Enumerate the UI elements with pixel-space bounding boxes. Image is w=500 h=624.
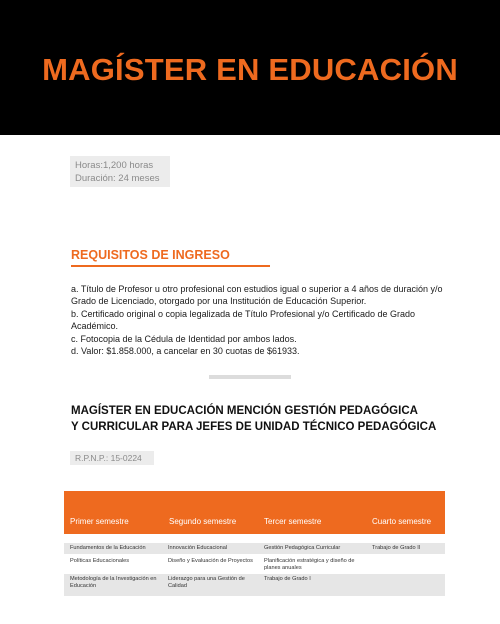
requirements-title: REQUISITOS DE INGRESO	[71, 248, 230, 262]
requirement-item: b. Certificado original o copia legalizada de Título Profesional y/o Certificado de Grado Académico.	[71, 308, 416, 332]
table-row	[64, 556, 445, 573]
table-cell: Políticas Educacionales	[70, 558, 130, 564]
header-semester-1: Primer semestre	[70, 517, 129, 526]
header-semester-4: Cuarto semestre	[372, 517, 432, 526]
header-semester-3: Tercer semestre	[264, 517, 322, 526]
requirement-item: d. Valor: $1.858.000, a cancelar en 30 cuotas de $61933.	[71, 346, 300, 357]
section-divider	[209, 375, 291, 379]
table-cell: Fundamentos de la Educación	[70, 545, 146, 551]
requirements-list	[71, 283, 451, 357]
requirement-item: a. Título de Profesor u otro profesional con estudios igual o superior a 4 años de duración y/o Grado de Licenciado, otorgado por una Institución de Educación Superior.	[71, 284, 443, 307]
requirement-item: c. Fotocopia de la Cédula de Identidad por ambos lados.	[71, 333, 297, 344]
header-semester-2: Segundo semestre	[169, 517, 237, 526]
page-title: MAGÍSTER EN EDUCACIÓN	[42, 52, 458, 87]
rpnp-badge: R.P.N.P.: 15-0224	[70, 451, 154, 465]
table-cell: Trabajo de Grado II	[372, 545, 421, 551]
table-cell: Diseño y Evaluación de Proyectos	[168, 558, 253, 564]
table-row	[64, 574, 445, 596]
hours-text: Horas:1,200 horas	[75, 160, 154, 171]
program-title-line2: Y CURRICULAR PARA JEFES DE UNIDAD TÉCNICO PEDAGÓGICA	[71, 421, 437, 433]
table-cell: Gestión Pedagógica Curricular	[264, 545, 341, 551]
table-cell: Innovación Educacional	[168, 545, 228, 551]
program-title-line1: MAGÍSTER EN EDUCACIÓN MENCIÓN GESTIÓN PEDAGÓGICA	[71, 405, 418, 417]
program-info-box	[70, 156, 170, 187]
duration-text: Duración: 24 meses	[75, 173, 160, 184]
table-cell: Liderazgo para una Gestión de Calidad	[168, 576, 245, 589]
program-title	[71, 403, 451, 435]
table-cell: Metodología de la Investigación en Educación	[70, 576, 157, 589]
header-banner	[0, 0, 500, 135]
requirements-underline	[71, 265, 270, 267]
table-cell: Planificación estratégica y diseño de planes anuales	[264, 558, 355, 571]
curriculum-table-header	[64, 491, 445, 534]
table-cell: Trabajo de Grado I	[264, 576, 311, 582]
table-row	[64, 543, 445, 554]
